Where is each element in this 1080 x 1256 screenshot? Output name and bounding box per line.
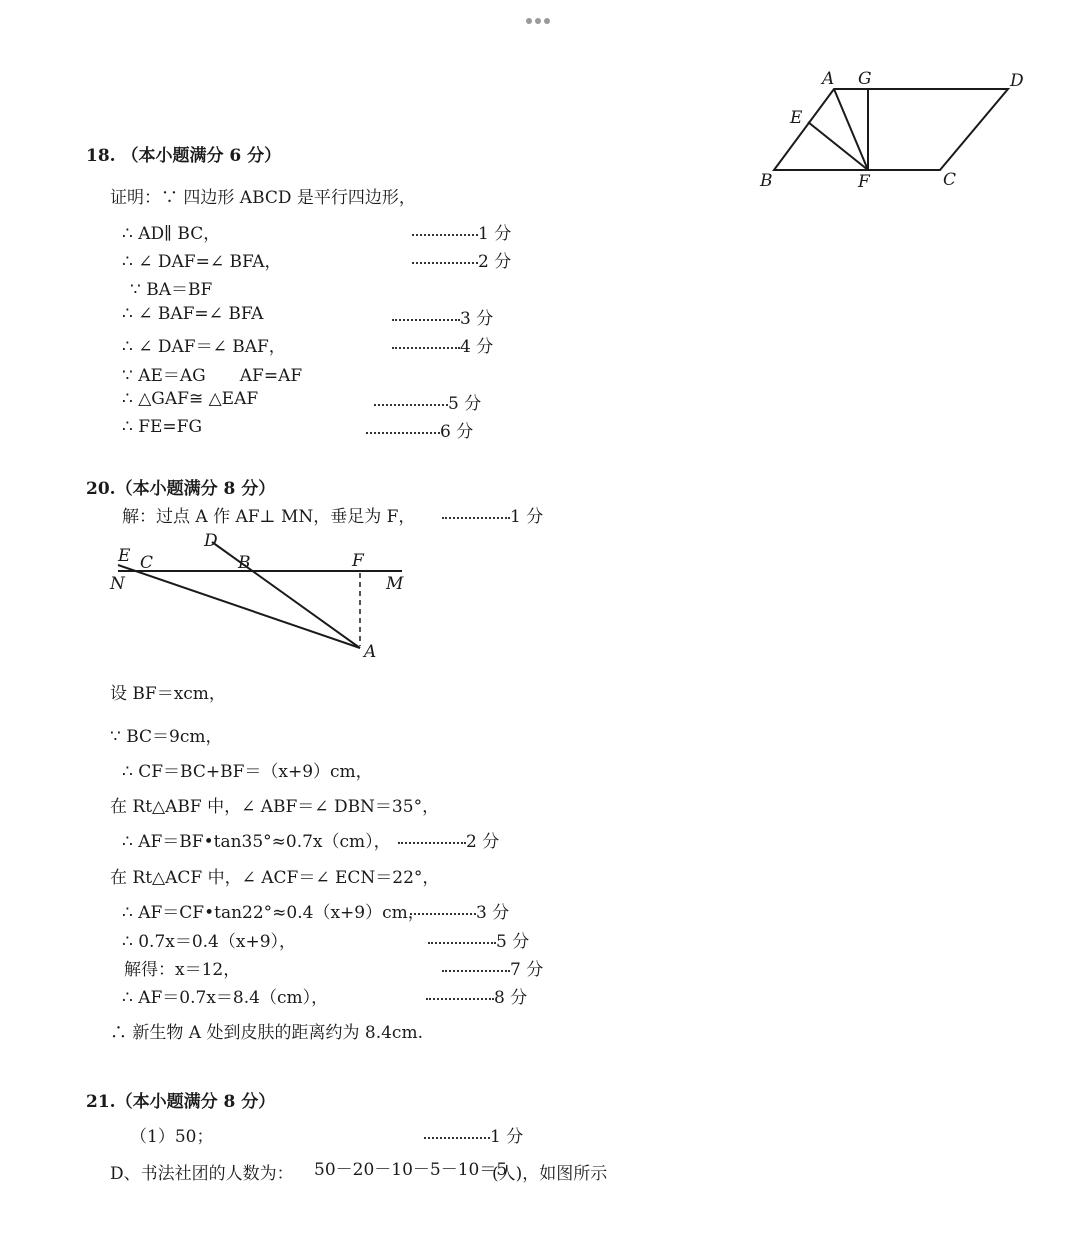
label-e: E xyxy=(790,108,803,128)
label-d: D xyxy=(204,531,218,551)
label-g: G xyxy=(858,69,872,89)
q21-score-1: 1 分 xyxy=(424,1122,523,1147)
q18-line-1: 证明：∵ 四边形 ABCD 是平行四边形， xyxy=(110,188,416,208)
q18-line-9: ∴ FE=FG xyxy=(122,417,203,437)
q18-line-8: ∴ △GAF≅ △EAF xyxy=(122,389,259,409)
q20-line-7: 在 Rt△ACF 中，∠ ACF＝∠ ECN＝22°， xyxy=(110,868,440,888)
q20-line-12: ∴ 新生物 A 处到皮肤的距离约为 8.4cm. xyxy=(110,1023,423,1043)
q21-line-2: D、书法社团的人数为： xyxy=(110,1164,294,1184)
q18-score-1: 1 分 xyxy=(412,219,511,244)
q20-line-6: ∴ AF＝BF•tan35°≈0.7x（cm）， xyxy=(122,832,391,852)
q18-score-6: 6 分 xyxy=(366,417,473,442)
q20-line-3: ∵ BC＝9cm， xyxy=(110,727,223,747)
q18-score-3: 3 分 xyxy=(392,304,493,329)
label-m: M xyxy=(386,574,404,594)
q20-header: 20.（本小题满分 8 分） xyxy=(86,479,276,499)
label-d: D xyxy=(1010,71,1024,91)
label-a: A xyxy=(364,642,377,662)
q18-parallelogram-figure xyxy=(740,60,1040,200)
q20-line-1: 解：过点 A 作 AF⊥ MN，垂足为 F， xyxy=(122,507,416,527)
q18-score-4: 4 分 xyxy=(392,332,493,357)
label-f: F xyxy=(858,172,870,192)
q18-line-6: ∴ ∠ DAF＝∠ BAF， xyxy=(122,337,286,357)
q18-score-2: 2 分 xyxy=(412,247,511,272)
label-e: E xyxy=(118,546,131,566)
label-f: F xyxy=(352,551,364,571)
q18-line-5: ∴ ∠ BAF=∠ BFA xyxy=(122,304,264,324)
q20-score-1: 1 分 xyxy=(442,502,543,527)
label-c: C xyxy=(943,170,957,190)
label-b: B xyxy=(760,171,773,191)
q21-line-1: （1）50； xyxy=(130,1127,214,1147)
q20-line-2: 设 BF＝xcm， xyxy=(110,684,226,704)
q18-line-3: ∴ ∠ DAF=∠ BFA， xyxy=(122,252,282,272)
q20-skin-figure xyxy=(100,528,420,668)
q18-score-5: 5 分 xyxy=(374,389,481,414)
q20-score-5: 7 分 xyxy=(442,955,543,980)
label-c: C xyxy=(140,553,154,573)
q18-line-4: ∵ BA＝BF xyxy=(130,280,213,300)
q20-line-10: 解得：x＝12， xyxy=(124,960,241,980)
q18-line-7: ∵ AE＝AG AF=AF xyxy=(122,366,303,386)
q20-score-2: 2 分 xyxy=(398,827,499,852)
q20-line-9: ∴ 0.7x＝0.4（x+9）， xyxy=(122,932,297,952)
label-b: B xyxy=(238,553,251,573)
q20-score-3: 3 分 xyxy=(410,898,509,923)
q20-score-6: 8 分 xyxy=(426,983,527,1008)
q21-header: 21.（本小题满分 8 分） xyxy=(86,1092,276,1112)
q20-line-5: 在 Rt△ABF 中，∠ ABF＝∠ DBN＝35°， xyxy=(110,797,440,817)
q20-line-8: ∴ AF＝CF•tan22°≈0.4（x+9）cm， xyxy=(122,903,425,923)
q18-line-2: ∴ AD∥ BC， xyxy=(122,224,221,244)
q18-header: 18. （本小题满分 6 分） xyxy=(86,146,282,166)
q20-line-4: ∴ CF＝BC+BF＝（x+9）cm， xyxy=(122,762,373,782)
label-a: A xyxy=(822,69,835,89)
q21-line-3: (人)，如图所示 xyxy=(492,1164,608,1184)
q20-line-11: ∴ AF＝0.7x＝8.4（cm）， xyxy=(122,988,329,1008)
label-n: N xyxy=(110,574,125,594)
q21-equation: 50－20－10－5－10＝5 xyxy=(314,1160,508,1180)
more-options-icon[interactable] xyxy=(526,9,553,28)
q20-score-4: 5 分 xyxy=(428,927,529,952)
